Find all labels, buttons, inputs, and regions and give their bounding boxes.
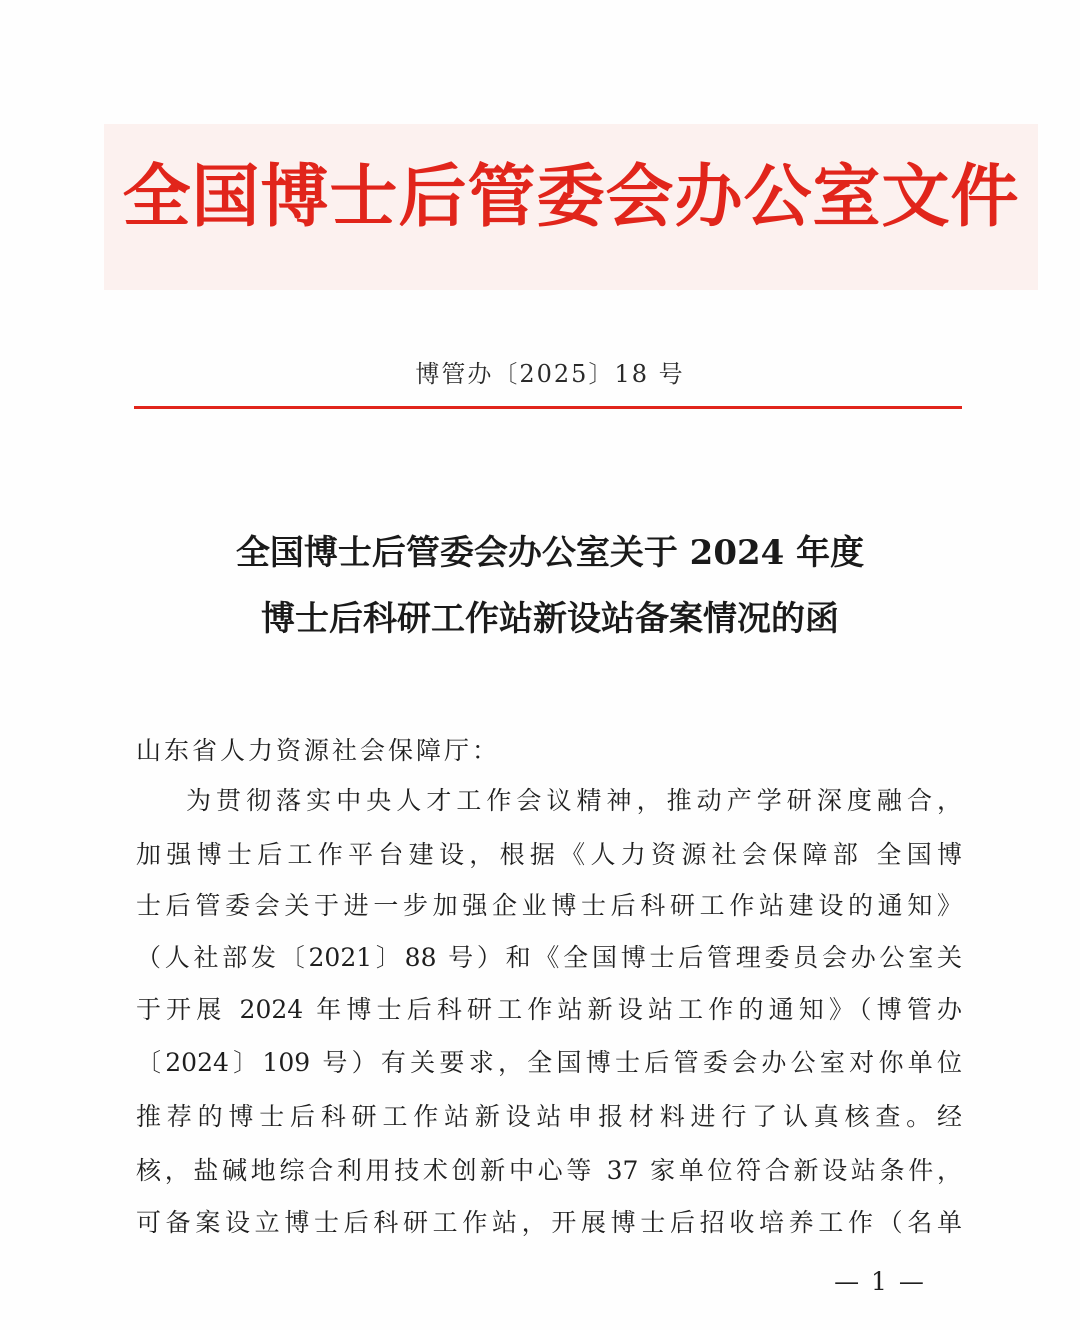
document-title	[60, 520, 1040, 652]
issuer-title: 全国博士后管委会办公室文件	[122, 158, 1020, 237]
body-line: 可备案设立博士后科研工作站，开展博士后招收培养工作（名单	[136, 1208, 962, 1237]
body-line: 为贯彻落实中央人才工作会议精神，推动产学研深度融合，	[186, 786, 962, 815]
body-line: （人社部发〔2021〕88 号）和《全国博士后管理委员会办公室关	[136, 943, 962, 972]
body-line: 推荐的博士后科研工作站新设站申报材料进行了认真核查。经	[136, 1102, 962, 1131]
document-title-line-1: 全国博士后管委会办公室关于 2024 年度	[235, 533, 865, 573]
body-line: 于开展 2024 年博士后科研工作站新设站工作的通知》（博管办	[136, 995, 962, 1024]
page-number: — 1 —	[834, 1267, 926, 1296]
body-line: 加强博士后工作平台建设，根据《人力资源社会保障部 全国博	[136, 840, 962, 869]
salutation: 山东省人力资源社会保障厅：	[136, 736, 501, 765]
body-line: 〔2024〕109 号）有关要求，全国博士后管委会办公室对你单位	[136, 1048, 962, 1077]
red-divider-line	[134, 406, 962, 409]
body-line: 士后管委会关于进一步加强企业博士后科研工作站建设的通知》	[136, 891, 962, 920]
document-number: 博管办〔2025〕18 号	[415, 360, 685, 388]
body-line: 核，盐碱地综合利用技术创新中心等 37 家单位符合新设站条件，	[136, 1156, 962, 1185]
document-title-line-2: 博士后科研工作站新设站备案情况的函	[261, 599, 839, 639]
